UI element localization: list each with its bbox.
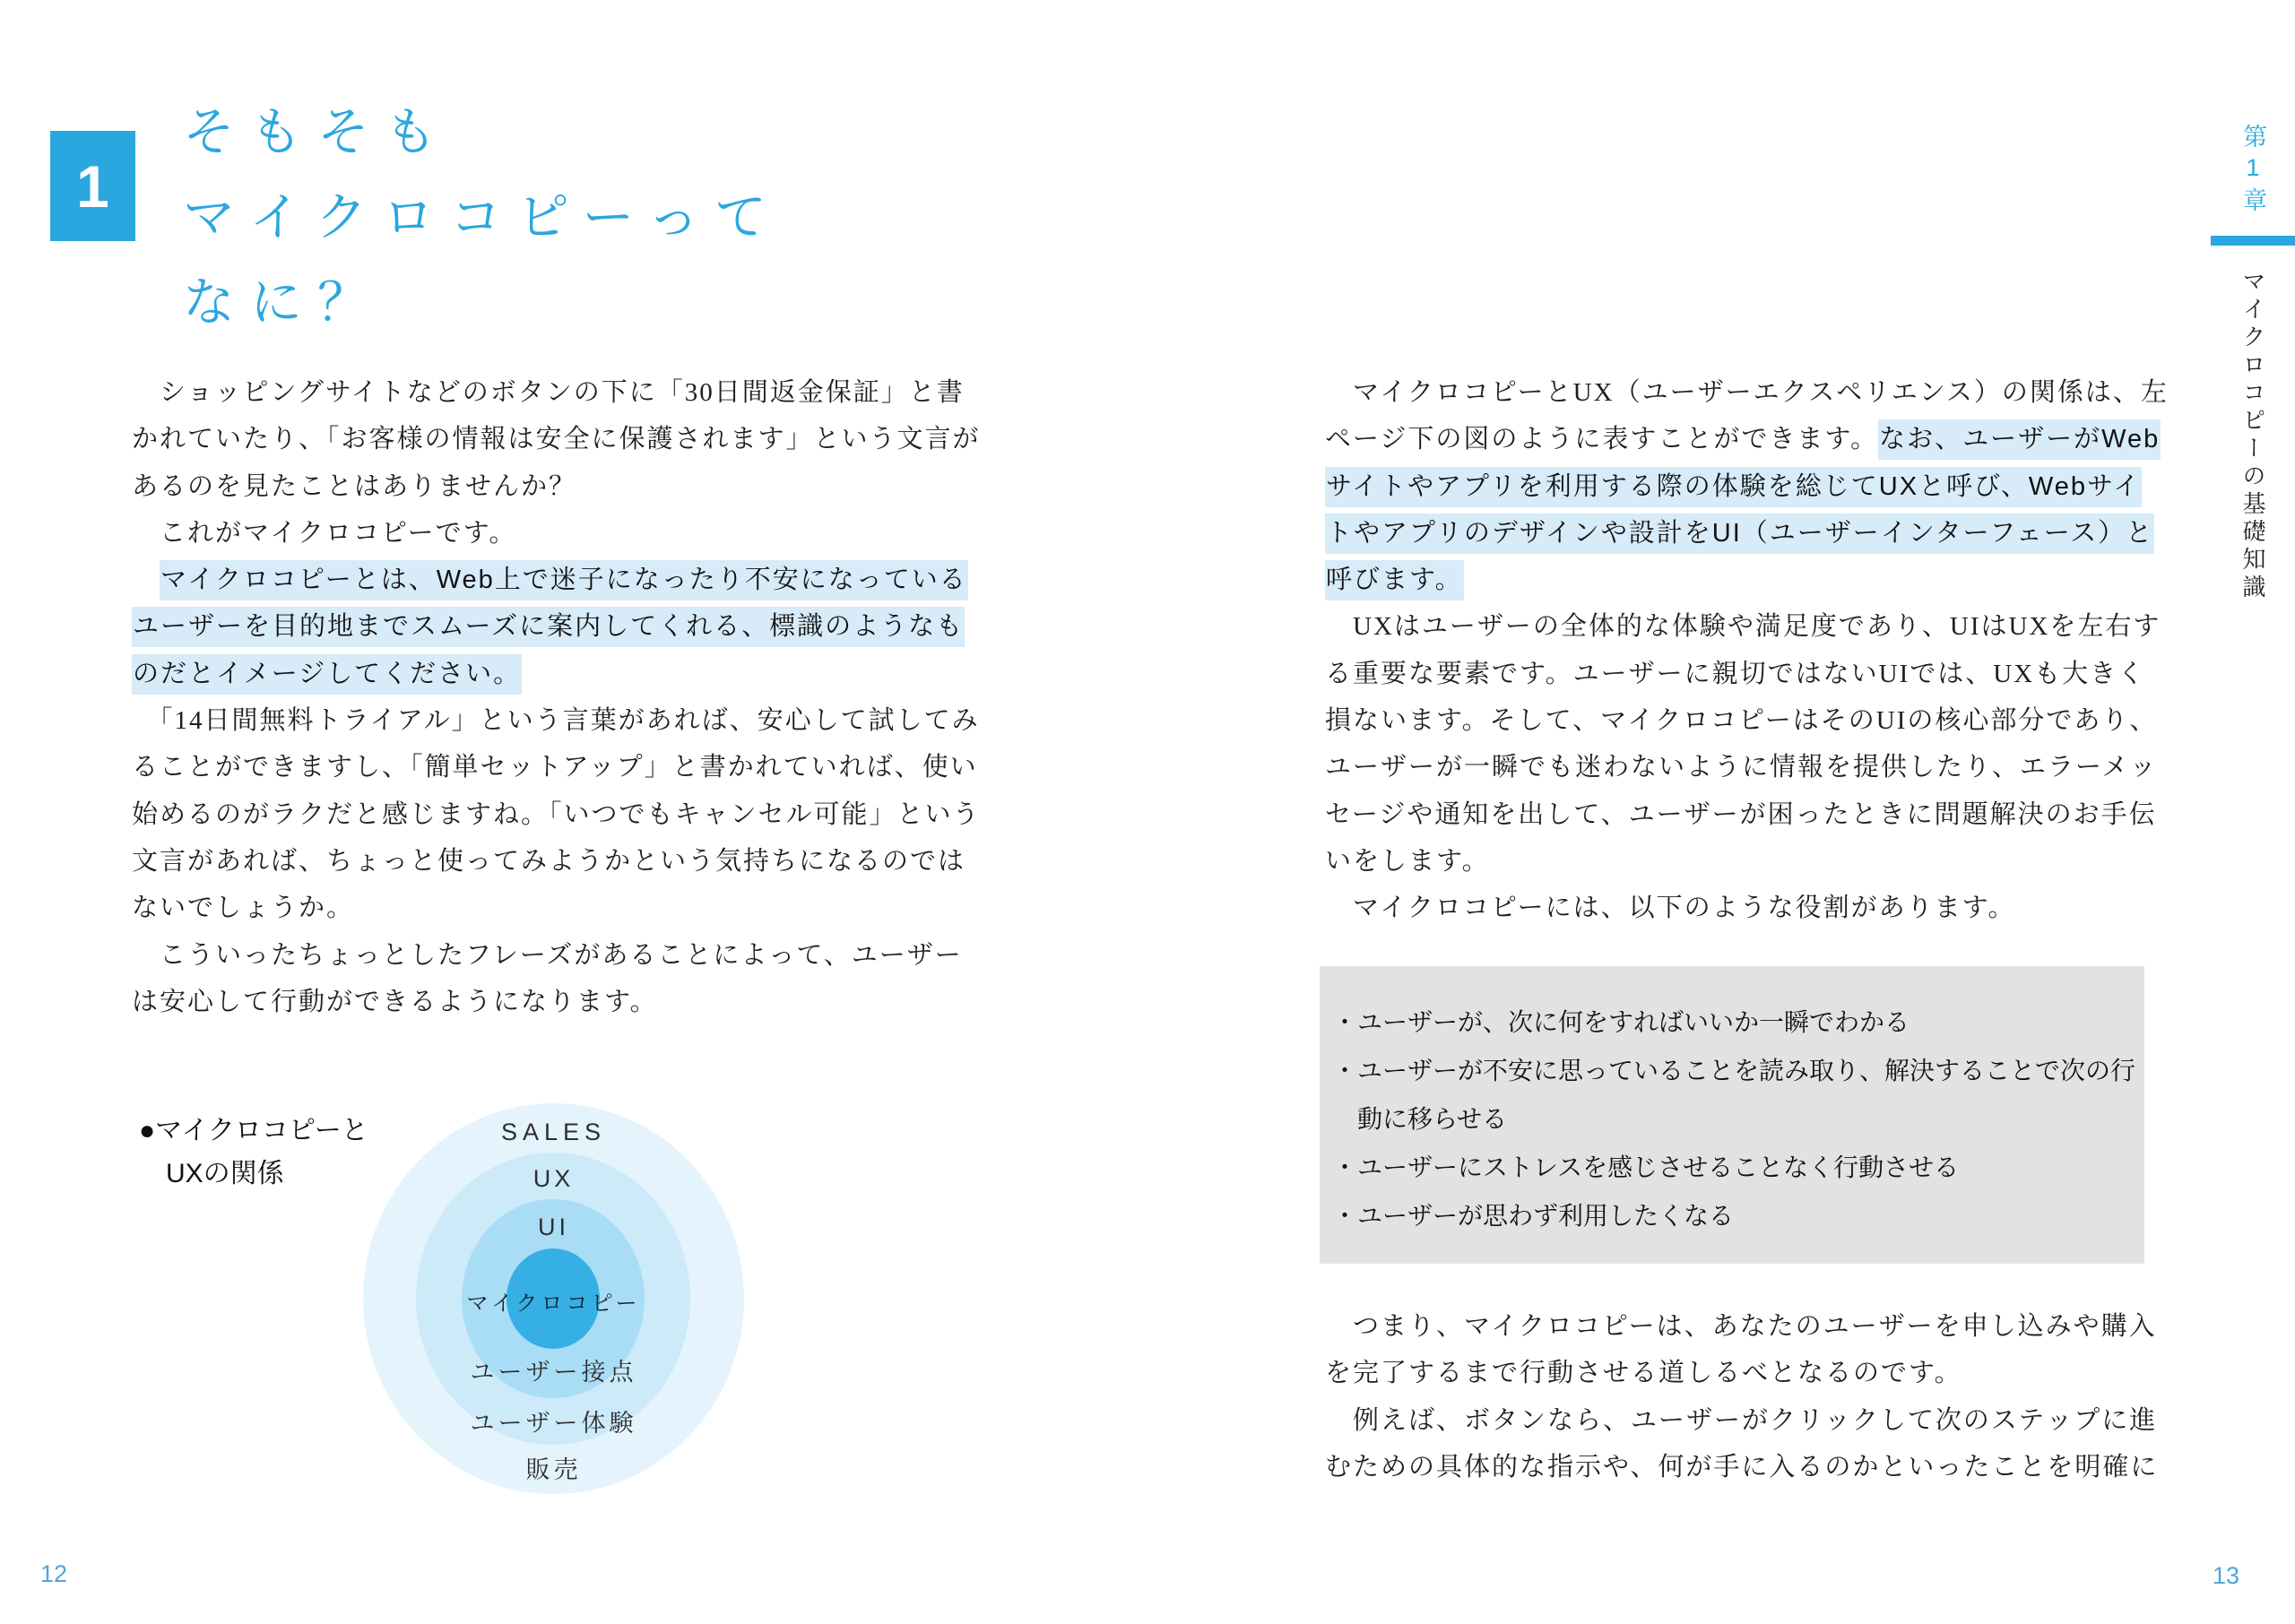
section-title-line-3: なに？ xyxy=(183,273,385,332)
sidebar-chapter-title: マイクロコピーの基礎知識 xyxy=(2239,269,2266,602)
text-line xyxy=(132,369,1010,416)
highlighted-text: トやアプリのデザインや設計をUI（ユーザーインターフェース）と xyxy=(1325,514,2154,554)
body-text: 「14日間無料トライアル」という言葉があれば、安心して試してみ xyxy=(132,706,980,736)
body-text: ・ユーザーが、次に何をすればいいか一瞬でわかる xyxy=(1332,1008,1910,1036)
body-text: ・ユーザーが思わず利用したくなる xyxy=(1332,1202,1735,1230)
text-line xyxy=(132,885,1010,931)
text-line xyxy=(1325,510,2159,557)
body-text: かれていたり、「お客様の情報は安全に保護されます」という文言が xyxy=(132,425,981,454)
body-text: 始めるのがラクだと感じますね。「いつでもキャンセル可能」という xyxy=(132,799,981,829)
highlighted-text: なお、ユーザーがWeb xyxy=(1878,419,2161,460)
text-line xyxy=(1332,1192,2144,1240)
text-line xyxy=(132,791,1010,838)
diagram-label-user-touchpoint: ユーザー接点 xyxy=(470,1359,637,1386)
sidebar-accent-bar xyxy=(2211,236,2295,246)
body-text: を完了するまで行動させる道しるべとなるのです。 xyxy=(1325,1359,1962,1388)
ux-layers-diagram xyxy=(363,1103,744,1494)
body-text: これがマイクロコピーです。 xyxy=(132,518,517,548)
text-line xyxy=(1325,416,2159,462)
text-line xyxy=(132,838,1010,885)
text-line xyxy=(1325,791,2159,838)
figure-caption-line-1: ●マイクロコピーと xyxy=(139,1116,368,1145)
diagram-label-microcopy: マイクロコピー xyxy=(466,1291,641,1316)
text-line xyxy=(132,932,1010,979)
text-line xyxy=(1325,838,2159,885)
page-number-right: 13 xyxy=(2213,1562,2240,1589)
body-text: マイクロコピーとUX（ユーザーエクスペリエンス）の関係は、左 xyxy=(1325,378,2169,407)
text-line xyxy=(132,979,1010,1025)
body-text: UXはユーザーの全体的な体験や満足度であり、UIはUXを左右す xyxy=(1325,612,2161,642)
body-text xyxy=(132,566,160,594)
text-line xyxy=(1325,1444,2159,1490)
page-number-left: 12 xyxy=(40,1560,68,1587)
text-line xyxy=(1332,998,2144,1047)
text-line xyxy=(132,651,1010,697)
body-text: ・ユーザーが不安に思っていることを読み取り、解決することで次の行 xyxy=(1332,1057,2136,1084)
chapter-number: 1 xyxy=(76,152,109,220)
right-page-body-bottom xyxy=(1325,1303,2159,1490)
body-text: いをします。 xyxy=(1325,846,1490,876)
body-text: 動に移らせる xyxy=(1332,1105,1508,1133)
section-title-line-2: マイクロコピーって xyxy=(183,188,783,246)
text-line xyxy=(132,416,1010,462)
text-line xyxy=(132,603,1010,650)
text-line xyxy=(132,463,1010,510)
body-text: ・ユーザーにストレスを感じさせることなく行動させる xyxy=(1332,1153,1960,1181)
text-line xyxy=(1325,885,2159,931)
body-text: つまり、マイクロコピーは、あなたのユーザーを申し込みや購入 xyxy=(1325,1312,2157,1341)
figure-caption xyxy=(139,1110,368,1196)
text-line xyxy=(1332,1047,2144,1095)
diagram-label-ux: UX xyxy=(533,1165,575,1192)
text-line xyxy=(132,557,1010,603)
text-line xyxy=(132,697,1010,744)
highlighted-text: のだとイメージしてください。 xyxy=(132,654,522,695)
body-text: あるのを見たことはありませんか？ xyxy=(132,471,577,501)
text-line xyxy=(1325,463,2159,510)
text-line xyxy=(1325,603,2159,650)
text-line xyxy=(1325,651,2159,697)
diagram-label-user-experience: ユーザー体験 xyxy=(470,1410,637,1437)
text-line xyxy=(132,510,1010,557)
right-page-body-top xyxy=(1325,369,2169,932)
text-line xyxy=(1325,1397,2159,1444)
body-text: セージや通知を出して、ユーザーが困ったときに問題解決のお手伝 xyxy=(1325,799,2157,829)
figure-caption-line-2: UXの関係 xyxy=(166,1159,284,1188)
section-title xyxy=(183,90,782,345)
highlighted-text: マイクロコピーとは、Web上で迷子になったり不安になっている xyxy=(160,560,968,600)
body-text: ないでしょうか。 xyxy=(132,894,355,923)
text-line xyxy=(1325,1303,2159,1350)
microcopy-roles-box xyxy=(1320,966,2144,1264)
diagram-label-ui: UI xyxy=(538,1214,569,1240)
text-line xyxy=(1332,1095,2144,1144)
highlighted-text: 呼びます。 xyxy=(1325,560,1464,600)
text-line xyxy=(132,744,1010,790)
left-page-body xyxy=(132,369,1010,1025)
body-text: むための具体的な指示や、何が手に入るのかといったことを明確に xyxy=(1325,1452,2159,1481)
text-line xyxy=(1325,697,2159,744)
diagram-label-sales-jp: 販売 xyxy=(525,1456,582,1483)
body-text: マイクロコピーには、以下のような役割があります。 xyxy=(1325,894,2016,923)
text-line xyxy=(1325,369,2169,416)
body-text: ユーザーが一瞬でも迷わないように情報を提供したり、エラーメッ xyxy=(1325,753,2158,782)
body-text: る重要な要素です。ユーザーに親切ではないUIでは、UXも大きく xyxy=(1325,659,2146,688)
body-text: 文言があれば、ちょっと使ってみようかという気持ちになるのでは xyxy=(132,846,966,876)
chapter-number-box xyxy=(50,131,135,241)
section-title-line-1: そもそも xyxy=(183,103,453,161)
body-text: ページ下の図のように表すことができます。 xyxy=(1325,425,1879,454)
body-text: 例えば、ボタンなら、ユーザーがクリックして次のステップに進 xyxy=(1325,1405,2158,1435)
body-text: は安心して行動ができるようになります。 xyxy=(132,987,658,1016)
body-text: こういったちょっとしたフレーズがあることによって、ユーザー xyxy=(132,940,963,970)
text-line xyxy=(1332,1144,2144,1192)
body-text: ることができますし、「簡単セットアップ」と書かれていれば、使い xyxy=(132,753,978,782)
highlighted-text: ユーザーを目的地までスムーズに案内してくれる、標識のようなも xyxy=(132,607,965,647)
sidebar-chapter-marker: 第1章 xyxy=(2239,124,2266,218)
text-line xyxy=(1325,557,2159,603)
body-text: ショッピングサイトなどのボタンの下に「30日間返金保証」と書 xyxy=(132,378,965,407)
diagram-label-sales: SALES xyxy=(500,1119,607,1145)
text-line xyxy=(1325,1350,2159,1396)
text-line xyxy=(1325,744,2159,790)
body-text: 損ないます。そして、マイクロコピーはそのUIの核心部分であり、 xyxy=(1325,706,2158,736)
highlighted-text: サイトやアプリを利用する際の体験を総じてUXと呼び、Webサイ xyxy=(1325,467,2142,507)
